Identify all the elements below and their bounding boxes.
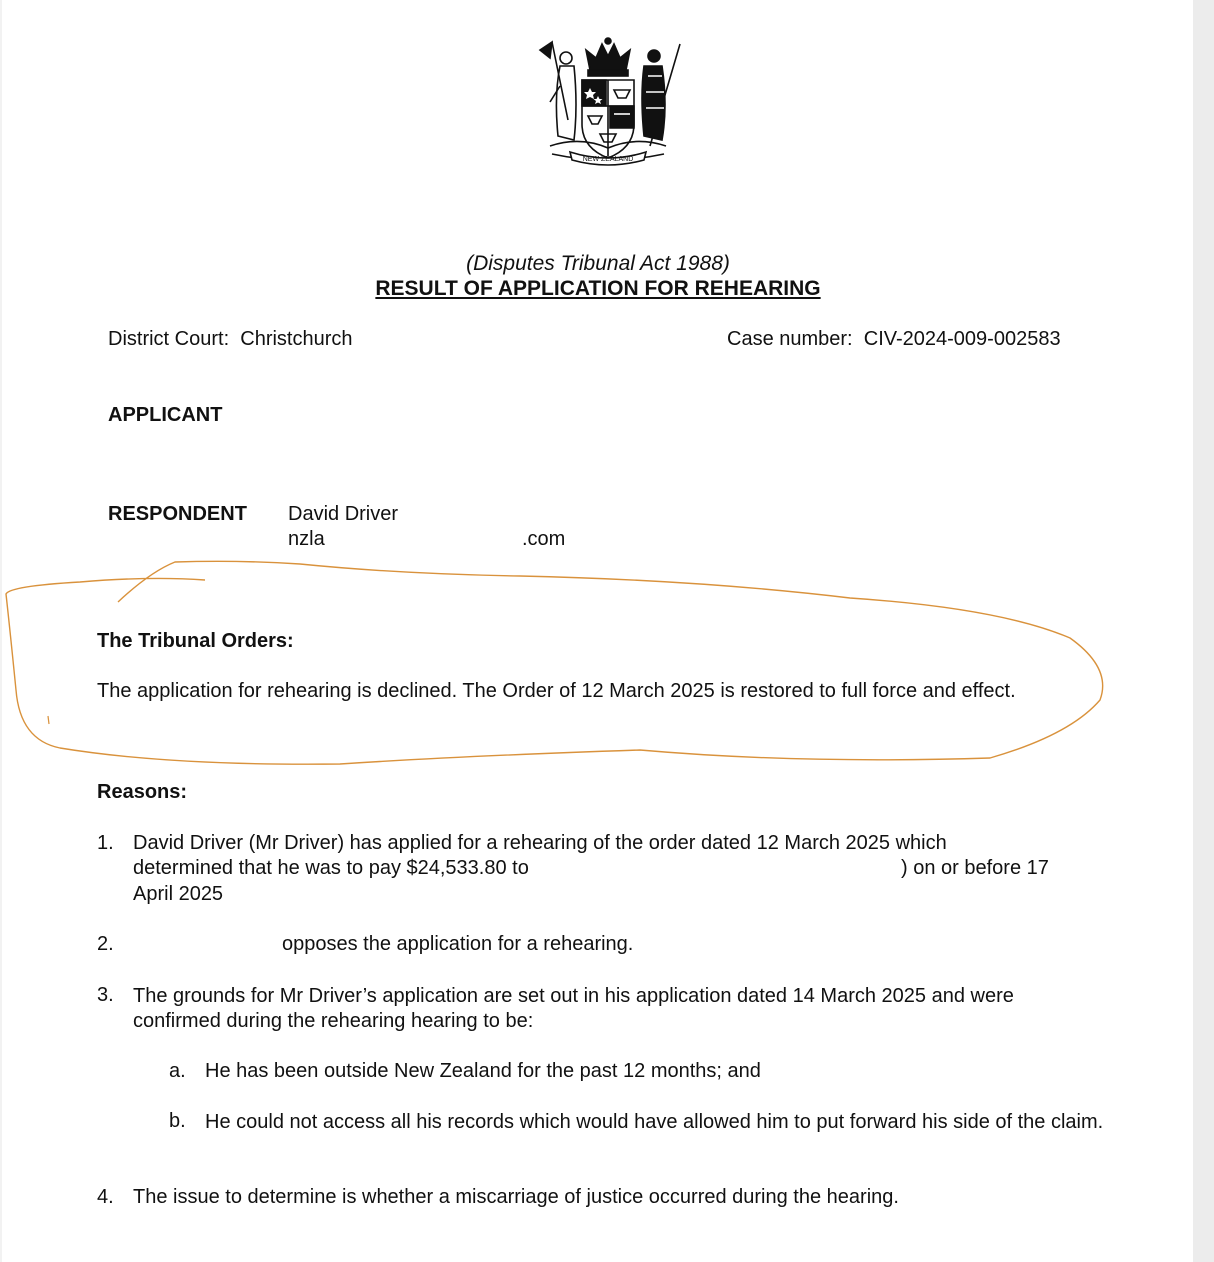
sub-reason-letter: a. [169, 1060, 186, 1082]
orders-text: The application for rehearing is declined. The Order of 12 March 2025 is restored to full force and effect. [97, 680, 1016, 702]
respondent-email-start: nzla [288, 528, 325, 550]
reason-number: 4. [97, 1186, 114, 1208]
reason-3-text: The grounds for Mr Driver’s application are set out in his application dated 14 March 2025 and were confirmed during the rehearing hearing to be: [133, 985, 1014, 1032]
district-court-value: Christchurch [240, 328, 353, 350]
respondent-name: David Driver [288, 503, 399, 525]
reason-number: 2. [97, 933, 114, 955]
reason-2-text: opposes the application for a rehearing. [282, 933, 634, 955]
reason-1-line-2-start: determined that he was to pay $24,533.80 to [133, 857, 529, 879]
svg-text:NEW ZEALAND: NEW ZEALAND [582, 156, 634, 163]
document-title: RESULT OF APPLICATION FOR REHEARING [375, 277, 821, 300]
sub-reason-a-text: He has been outside New Zealand for the past 12 months; and [205, 1060, 761, 1082]
reason-1-line-2-end: ) on or before 17 [901, 857, 1049, 879]
applicant-label: APPLICANT [108, 404, 223, 426]
district-court-label: District Court: [108, 328, 230, 350]
reason-1-line-3: April 2025 [133, 883, 224, 905]
orders-heading: The Tribunal Orders: [97, 630, 294, 652]
act-reference: (Disputes Tribunal Act 1988) [466, 252, 730, 275]
case-number-value: CIV-2024-009-002583 [863, 328, 1061, 350]
hand-drawn-annotation [0, 550, 1120, 780]
respondent-email-end: .com [522, 528, 566, 550]
reason-number: 3. [97, 984, 114, 1006]
respondent-label: RESPONDENT [108, 503, 247, 525]
sub-reason-letter: b. [169, 1110, 186, 1132]
case-number-line [727, 328, 1061, 351]
viewer-scroll-gutter[interactable] [1193, 0, 1214, 1262]
reasons-heading: Reasons: [97, 781, 188, 803]
sub-reason-b-text: He could not access all his records which would have allowed him to put forward his side of the claim. [205, 1111, 1104, 1133]
reason-4-text: The issue to determine is whether a miscarriage of justice occurred during the hearing. [133, 1186, 899, 1208]
district-court-line [108, 328, 353, 351]
coat-of-arms-icon [530, 36, 686, 172]
reason-number: 1. [97, 832, 114, 854]
reason-1-line-1: David Driver (Mr Driver) has applied for a rehearing of the order dated 12 March 2025 which [133, 832, 947, 854]
case-number-label: Case number: [727, 328, 853, 350]
